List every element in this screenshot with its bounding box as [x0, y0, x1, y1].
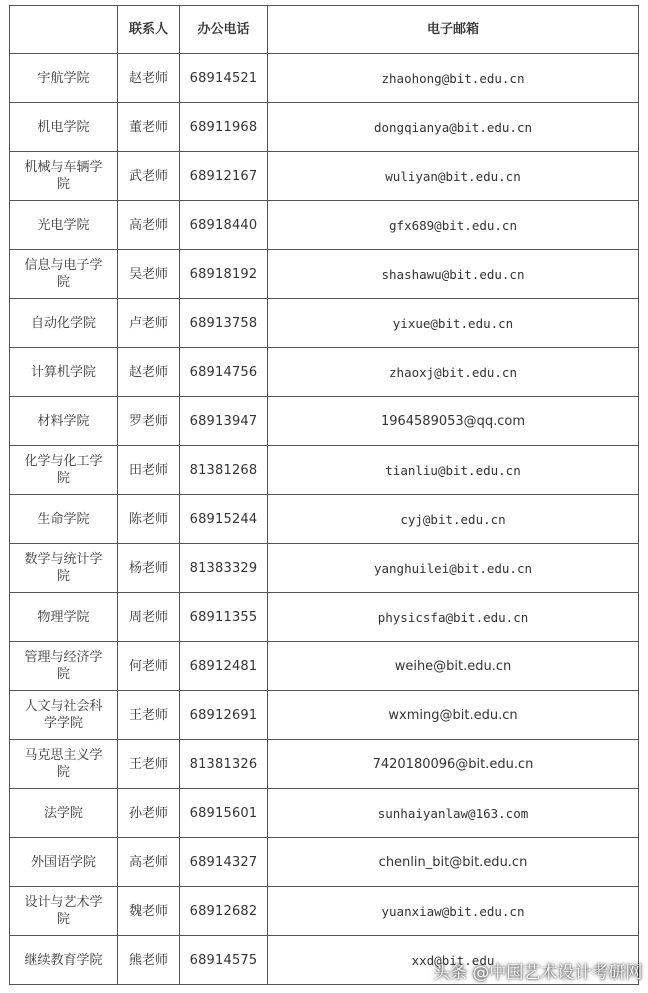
- table-row: [10, 691, 639, 740]
- contact-cell: 王老师: [118, 740, 180, 789]
- email-cell[interactable]: yanghuilei@bit.edu.cn: [268, 544, 639, 593]
- phone-cell: 81383329: [180, 544, 268, 593]
- email-cell[interactable]: dongqianya@bit.edu.cn: [268, 103, 639, 152]
- email-cell[interactable]: 1964589053@qq.com: [268, 397, 639, 446]
- contact-cell: 赵老师: [118, 54, 180, 103]
- college-cell: 生命学院: [10, 495, 118, 544]
- contact-cell: 王老师: [118, 691, 180, 740]
- college-cell: 机械与车辆学院: [10, 152, 118, 201]
- phone-cell: 68911968: [180, 103, 268, 152]
- table-row: [10, 740, 639, 789]
- phone-cell: 68914327: [180, 838, 268, 887]
- email-cell[interactable]: weihe@bit.edu.cn: [268, 642, 639, 691]
- contact-cell: 孙老师: [118, 789, 180, 838]
- college-cell: 物理学院: [10, 593, 118, 642]
- phone-cell: 68914756: [180, 348, 268, 397]
- college-cell: 信息与电子学院: [10, 250, 118, 299]
- college-cell: 宇航学院: [10, 54, 118, 103]
- header-row: [10, 6, 639, 54]
- email-cell[interactable]: chenlin_bit@bit.edu.cn: [268, 838, 639, 887]
- email-cell[interactable]: gfx689@bit.edu.cn: [268, 201, 639, 250]
- email-cell[interactable]: cyj@bit.edu.cn: [268, 495, 639, 544]
- contact-cell: 杨老师: [118, 544, 180, 593]
- table-row: [10, 838, 639, 887]
- table-row: [10, 250, 639, 299]
- phone-cell: 68913758: [180, 299, 268, 348]
- header-contact: 联系人: [118, 6, 180, 54]
- email-cell[interactable]: sunhaiyanlaw@163.com: [268, 789, 639, 838]
- college-cell: 化学与化工学院: [10, 446, 118, 495]
- email-cell[interactable]: zhaohong@bit.edu.cn: [268, 54, 639, 103]
- email-cell[interactable]: wxming@bit.edu.cn: [268, 691, 639, 740]
- table-row: [10, 348, 639, 397]
- table-row: [10, 152, 639, 201]
- email-cell[interactable]: tianliu@bit.edu.cn: [268, 446, 639, 495]
- college-cell: 自动化学院: [10, 299, 118, 348]
- table-row: [10, 544, 639, 593]
- phone-cell: 68914521: [180, 54, 268, 103]
- college-cell: 数学与统计学院: [10, 544, 118, 593]
- contact-cell: 何老师: [118, 642, 180, 691]
- phone-cell: 68912682: [180, 887, 268, 936]
- college-cell: 外国语学院: [10, 838, 118, 887]
- phone-cell: 68915601: [180, 789, 268, 838]
- contact-cell: 卢老师: [118, 299, 180, 348]
- phone-cell: 68915244: [180, 495, 268, 544]
- phone-cell: 68918440: [180, 201, 268, 250]
- header-email: 电子邮箱: [268, 6, 639, 54]
- college-cell: 材料学院: [10, 397, 118, 446]
- college-cell: 管理与经济学院: [10, 642, 118, 691]
- contact-cell: 武老师: [118, 152, 180, 201]
- email-cell[interactable]: shashawu@bit.edu.cn: [268, 250, 639, 299]
- table-row: [10, 593, 639, 642]
- contact-cell: 董老师: [118, 103, 180, 152]
- phone-cell: 68912167: [180, 152, 268, 201]
- table-row: [10, 201, 639, 250]
- table-row: [10, 397, 639, 446]
- table-row: [10, 887, 639, 936]
- college-cell: 光电学院: [10, 201, 118, 250]
- contact-cell: 魏老师: [118, 887, 180, 936]
- contact-cell: 熊老师: [118, 936, 180, 985]
- contact-cell: 高老师: [118, 201, 180, 250]
- table-row: [10, 789, 639, 838]
- header-phone: 办公电话: [180, 6, 268, 54]
- phone-cell: 68912691: [180, 691, 268, 740]
- email-cell[interactable]: physicsfa@bit.edu.cn: [268, 593, 639, 642]
- email-cell[interactable]: xxd@bit.edu: [268, 936, 639, 985]
- email-cell[interactable]: zhaoxj@bit.edu.cn: [268, 348, 639, 397]
- phone-cell: 68914575: [180, 936, 268, 985]
- college-cell: 机电学院: [10, 103, 118, 152]
- table-row: [10, 103, 639, 152]
- watermark-text: 头条 @中国艺术设计考研网: [433, 962, 643, 983]
- college-cell: 计算机学院: [10, 348, 118, 397]
- phone-cell: 81381268: [180, 446, 268, 495]
- phone-cell: 68911355: [180, 593, 268, 642]
- contact-cell: 吴老师: [118, 250, 180, 299]
- phone-cell: 81381326: [180, 740, 268, 789]
- email-cell[interactable]: 7420180096@bit.edu.cn: [268, 740, 639, 789]
- email-cell[interactable]: yixue@bit.edu.cn: [268, 299, 639, 348]
- table-row: [10, 642, 639, 691]
- contact-cell: 周老师: [118, 593, 180, 642]
- contact-table: [9, 5, 639, 985]
- college-cell: 设计与艺术学院: [10, 887, 118, 936]
- contact-cell: 罗老师: [118, 397, 180, 446]
- college-cell: 继续教育学院: [10, 936, 118, 985]
- table-row: [10, 299, 639, 348]
- email-cell[interactable]: yuanxiaw@bit.edu.cn: [268, 887, 639, 936]
- college-cell: 法学院: [10, 789, 118, 838]
- table-row: [10, 446, 639, 495]
- table-row: [10, 54, 639, 103]
- phone-cell: 68912481: [180, 642, 268, 691]
- contact-cell: 赵老师: [118, 348, 180, 397]
- watermark: [433, 958, 642, 982]
- table-row: [10, 495, 639, 544]
- contact-cell: 高老师: [118, 838, 180, 887]
- college-cell: 马克思主义学院: [10, 740, 118, 789]
- phone-cell: 68918192: [180, 250, 268, 299]
- header-college: [10, 6, 118, 54]
- table-body: [10, 54, 639, 985]
- contact-cell: 陈老师: [118, 495, 180, 544]
- contact-cell: 田老师: [118, 446, 180, 495]
- college-cell: 人文与社会科学学院: [10, 691, 118, 740]
- email-cell[interactable]: wuliyan@bit.edu.cn: [268, 152, 639, 201]
- phone-cell: 68913947: [180, 397, 268, 446]
